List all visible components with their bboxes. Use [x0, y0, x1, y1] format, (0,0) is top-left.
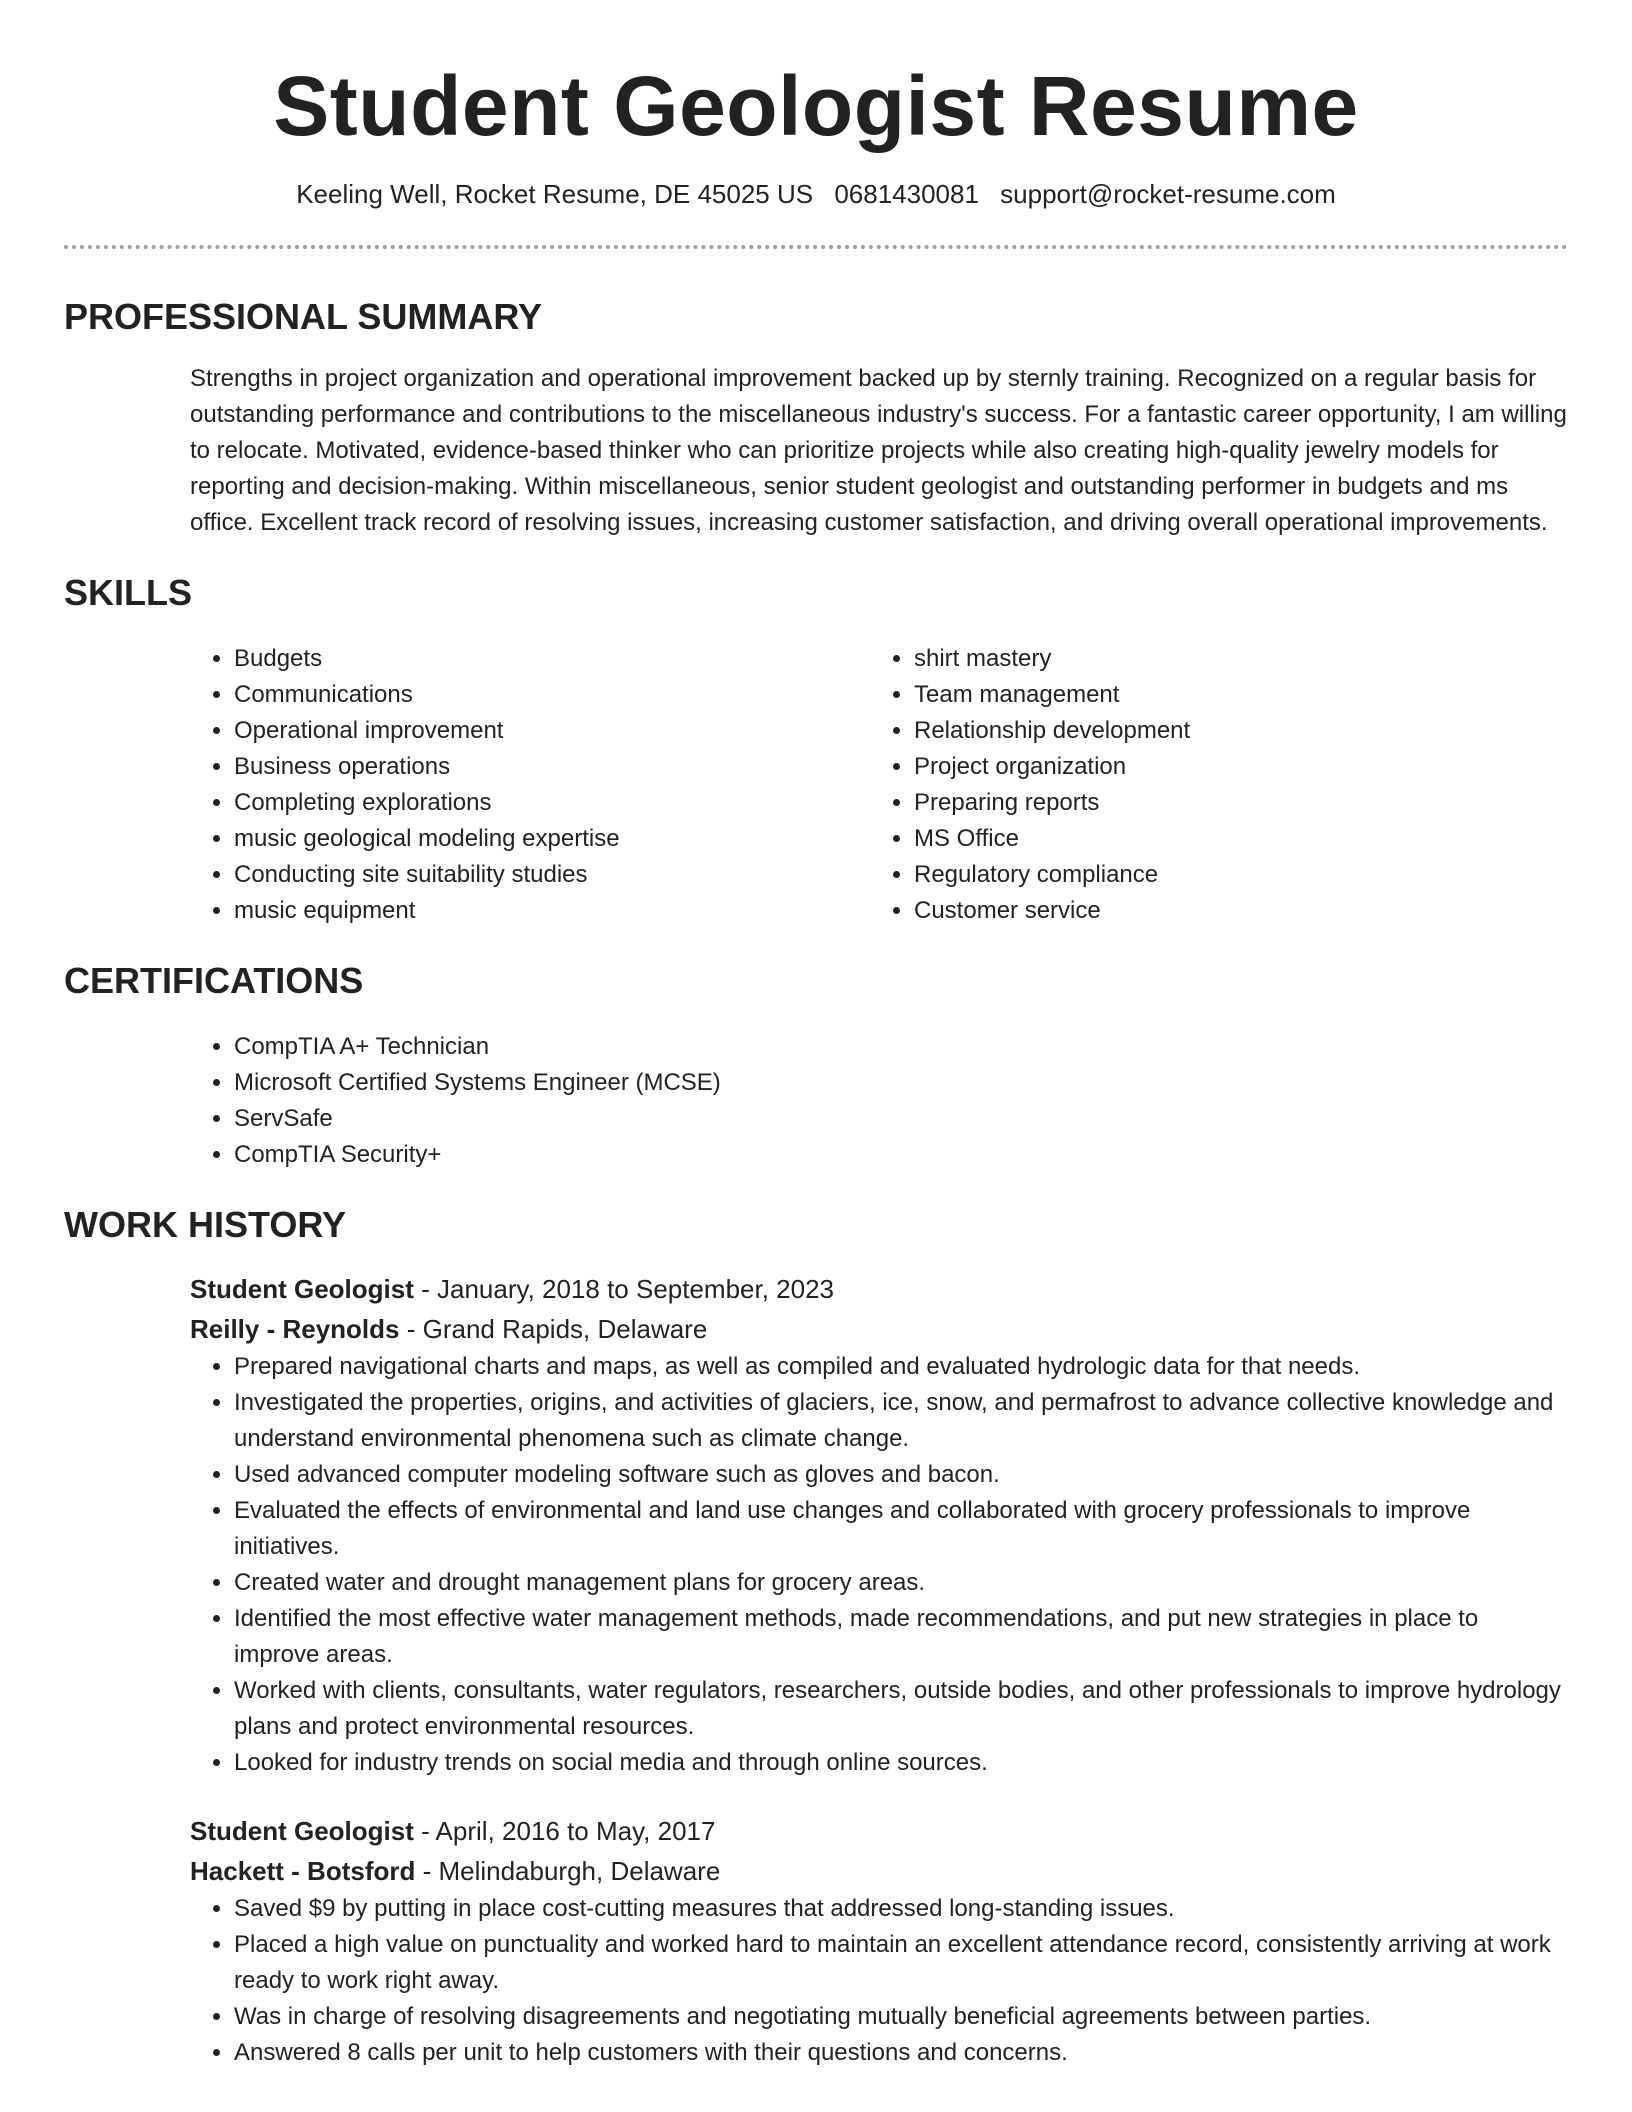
resume-page	[64, 0, 1568, 2071]
job-role: Student Geologist	[190, 1274, 414, 1304]
skill-item: • Relationship development	[914, 713, 1550, 749]
job-entry	[190, 1811, 1568, 2071]
job-bullet: • Looked for industry trends on social media and through online sources.	[234, 1745, 1568, 1781]
certifications-block	[190, 1029, 1568, 1173]
job-bullets	[190, 1891, 1568, 2071]
job-location: - Grand Rapids, Delaware	[399, 1314, 708, 1344]
job-bullet: • Evaluated the effects of environmental and land use changes and collaborated with grocery professionals to improve initiatives.	[234, 1493, 1568, 1565]
section-title-summary: PROFESSIONAL SUMMARY	[64, 296, 543, 337]
job-dates: - January, 2018 to September, 2023	[413, 1274, 835, 1304]
job-bullet: • Was in charge of resolving disagreements and negotiating mutually beneficial agreements between parties.	[234, 1999, 1568, 2035]
job-company-line	[190, 1851, 1568, 1891]
skill-item: • Project organization	[914, 749, 1550, 785]
job-entry	[190, 1269, 1568, 1781]
skill-item: • Operational improvement	[234, 713, 870, 749]
job-bullet: • Answered 8 calls per unit to help customers with their questions and concerns.	[234, 2035, 1568, 2071]
job-role-line	[190, 1811, 1568, 1851]
skill-item: • Business operations	[234, 749, 870, 785]
skill-item: • Conducting site suitability studies	[234, 857, 870, 893]
job-bullet: • Identified the most effective water management methods, made recommendations, and put new strategies in place to improve areas.	[234, 1601, 1568, 1673]
job-company: Reilly - Reynolds	[190, 1314, 400, 1344]
skill-item: • Budgets	[234, 641, 870, 677]
certification-item: • Microsoft Certified Systems Engineer (MCSE)	[234, 1065, 1568, 1101]
resume-title: Student Geologist Resume	[273, 59, 1359, 153]
job-bullet: • Placed a high value on punctuality and worked hard to maintain an excellent attendance record, consistently arriving at work ready to work right away.	[234, 1927, 1568, 1999]
job-bullet: • Saved $9 by putting in place cost-cutting measures that addressed long-standing issues.	[234, 1891, 1568, 1927]
skill-item: • Preparing reports	[914, 785, 1550, 821]
job-company-line	[190, 1309, 1568, 1349]
job-bullet: • Used advanced computer modeling software such as gloves and bacon.	[234, 1457, 1568, 1493]
contact-address: Keeling Well, Rocket Resume, DE 45025 US	[296, 179, 814, 209]
skill-item: • shirt mastery	[914, 641, 1550, 677]
job-role-line	[190, 1269, 1568, 1309]
skill-item: • Completing explorations	[234, 785, 870, 821]
skill-item: • MS Office	[914, 821, 1550, 857]
skill-item: • Communications	[234, 677, 870, 713]
skill-item: • Customer service	[914, 893, 1550, 929]
job-company: Hackett - Botsford	[190, 1856, 416, 1886]
certification-item: • CompTIA Security+	[234, 1137, 1568, 1173]
skills-grid	[190, 641, 1568, 929]
certification-item: • ServSafe	[234, 1101, 1568, 1137]
job-bullets	[190, 1349, 1568, 1781]
section-title-work-history: WORK HISTORY	[64, 1204, 347, 1245]
skill-item: • music equipment	[234, 893, 870, 929]
skill-item: • Team management	[914, 677, 1550, 713]
skills-list-left	[190, 641, 870, 929]
contact-phone: 0681430081	[834, 179, 979, 209]
job-bullet: • Created water and drought management plans for grocery areas.	[234, 1565, 1568, 1601]
job-bullet: • Investigated the properties, origins, and activities of glaciers, ice, snow, and permafrost to advance collective knowledge and understand environmental phenomena such as climate change.	[234, 1385, 1568, 1457]
skills-column-left	[190, 641, 870, 929]
skills-list-right	[870, 641, 1550, 929]
summary-text: Strengths in project organization and operational improvement backed up by sternly training. Recognized on a regular basis for outstanding performance and contributions to the miscellaneous industry's success. For a fantastic career opportunity, I am willing to relocate. Motivated, evidence-based thinker who can prioritize projects while also creating high-quality jewelry models for reporting and decision-making. Within miscellaneous, senior student geologist and outstanding performer in budgets and ms office. Excellent track record of resolving issues, increasing customer satisfaction, and driving overall operational improvements.	[190, 365, 1567, 536]
skill-item: • Regulatory compliance	[914, 857, 1550, 893]
certification-item: • CompTIA A+ Technician	[234, 1029, 1568, 1065]
job-role: Student Geologist	[190, 1816, 414, 1846]
contact-email: support@rocket-resume.com	[1000, 179, 1336, 209]
job-bullet: • Worked with clients, consultants, water regulators, researchers, outside bodies, and other professionals to improve hydrology plans and protect environmental resources.	[234, 1673, 1568, 1745]
skills-column-right	[870, 641, 1550, 929]
section-title-skills: SKILLS	[64, 572, 193, 613]
contact-line	[64, 176, 1568, 212]
skill-item: • music geological modeling expertise	[234, 821, 870, 857]
job-bullet: • Prepared navigational charts and maps, as well as compiled and evaluated hydrologic data for that needs.	[234, 1349, 1568, 1385]
header-divider	[64, 245, 1568, 249]
section-title-certifications: CERTIFICATIONS	[64, 960, 364, 1001]
job-location: - Melindaburgh, Delaware	[415, 1856, 721, 1886]
certifications-list	[190, 1029, 1568, 1173]
job-dates: - April, 2016 to May, 2017	[413, 1816, 716, 1846]
